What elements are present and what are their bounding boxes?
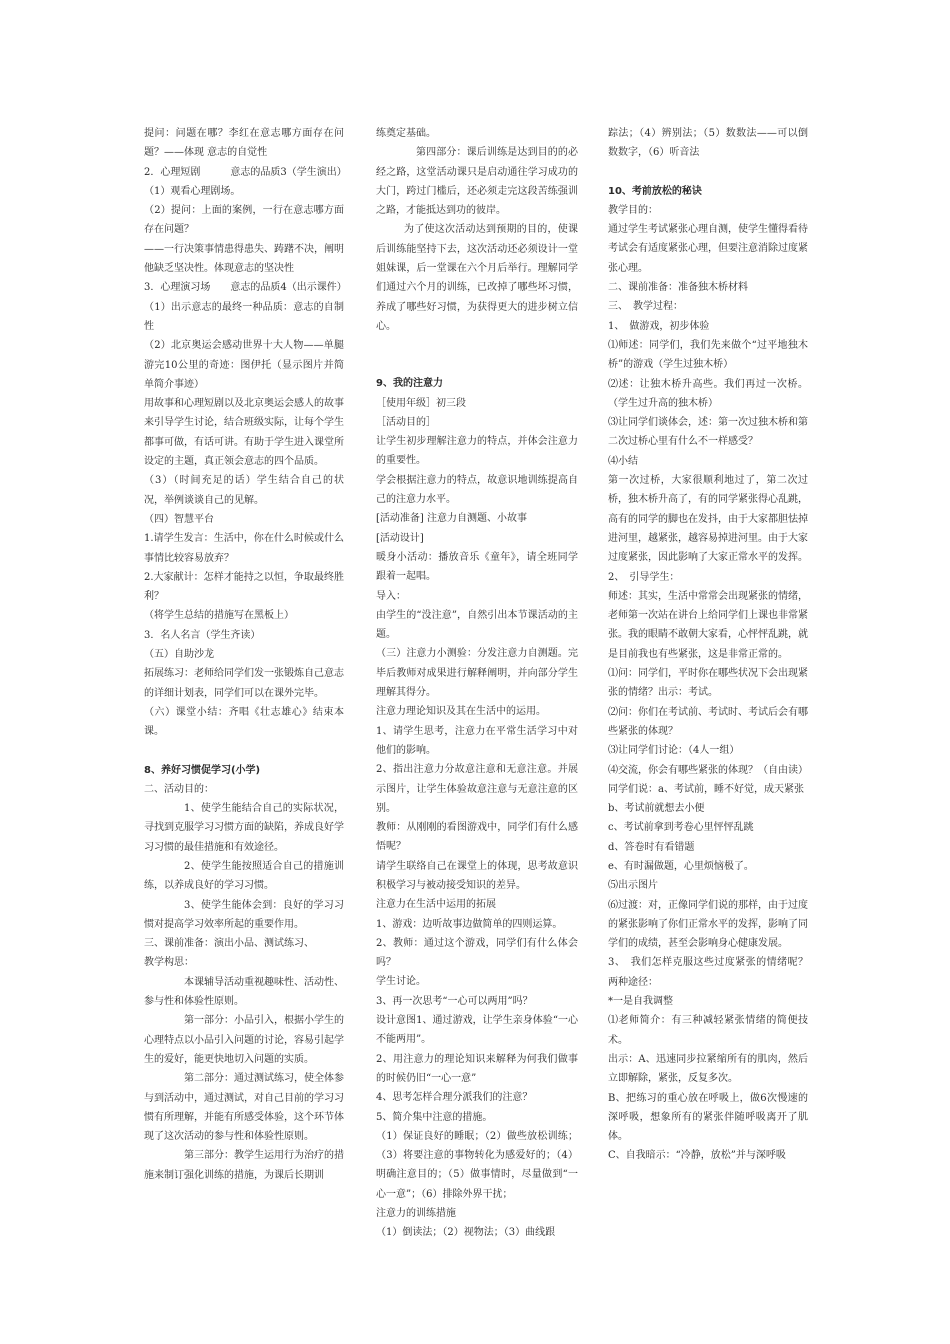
column-middle <box>376 124 578 1243</box>
paragraph: 设计意图1、通过游戏，让学生亲身体验“一心不能两用”。 <box>376 1015 578 1046</box>
paragraph: ⑸出示图片 <box>608 880 658 892</box>
paragraph: ［活动目的］ <box>376 416 436 428</box>
paragraph: 教学目的： <box>608 204 658 216</box>
paragraph: 1.请学生发言：生活中，你在什么时候或什么事情比较容易放弃？ <box>144 533 344 564</box>
paragraph: 第三部分：教学生运用行为治疗的措施来制订强化训练的措施，为课后长期训 <box>144 1150 344 1181</box>
paragraph: （3）（时间充足的话）学生结合自己的状况，举例谈谈自己的见解。 <box>144 475 344 506</box>
paragraph: （1）出示意志的最终一种品质：意志的自制性 <box>144 301 344 332</box>
paragraph: 通过学生考试紧张心理自测，使学生懂得看待考试会有适度紧张心理，但要注意消除过度紧张心理。 <box>608 224 808 274</box>
paragraph: 5、简介集中注意的措施。 <box>376 1111 493 1123</box>
paragraph: 注意力的训练措施 <box>376 1208 456 1220</box>
paragraph: 教师：从刚刚的看图游戏中，同学们有什么感悟呢？ <box>376 822 578 853</box>
column-right <box>608 124 808 1166</box>
section-heading-8: 8、养好习惯促学习(小学) <box>144 764 261 776</box>
paragraph: 出示：A、迅速同步拉紧缩所有的肌肉，然后立即解除，紧张，反复多次。 <box>608 1053 808 1085</box>
paragraph: *一是自我调整 <box>608 996 673 1008</box>
paragraph: （1）保证良好的睡眠；（2）做些放松训练；（3）将要注意的事物转化为感爱好的；（4）明确注意目的；（5）做事情时，尽量做到“一心一意”；（6）排除外界干扰； <box>376 1130 578 1200</box>
paragraph: 3．心理演习场 意志的品质4（出示课件） <box>144 282 347 294</box>
paragraph: 3．名人名言（学生齐读） <box>144 629 261 641</box>
paragraph: 师述：其实，生活中常常会出现紧张的情绪，老师第一次站在讲台上给同学们上课也非常紧张。我的眼睛不敢朝大家看，心怦怦乱跳，就是目前我也有些紧张，这是非常正常的。 <box>608 590 808 660</box>
paragraph: ⑹过渡：对，正像同学们说的那样，由于过度的紧张影响了你们正常水平的发挥，影响了同学们的成绩，甚至会影响身心健康发展。 <box>608 899 808 950</box>
section-heading-9: 9、我的注意力 <box>376 378 443 390</box>
paragraph: ⑴老师简介：有三种减轻紧张情绪的简便技术。 <box>608 1015 808 1046</box>
paragraph: ⑵述：让独木桥升高些。我们再过一次桥。（学生过升高的独木桥） <box>608 378 808 409</box>
paragraph: 二、课前准备：准备独木桥材料 <box>608 282 748 294</box>
paragraph: 练奠定基础。 <box>376 128 436 139</box>
paragraph: d、答卷时有看错题 <box>608 841 695 853</box>
paragraph: （将学生总结的措施写在黑板上） <box>144 610 294 622</box>
paragraph: 2、教师：通过这个游戏，同学们有什么体会吗？ <box>376 937 578 969</box>
paragraph: 3、再一次思考“一心可以两用”吗？ <box>376 995 533 1007</box>
paragraph: 2．心理短剧 意志的品质3（学生演出） <box>144 166 347 178</box>
paragraph: 第一部分：小品引入，根据小学生的心理特点以小品引入问题的讨论，容易引起学生的爱好，能更快地切入问题的实质。 <box>144 1015 344 1065</box>
paragraph: 3、 我们怎样克服这些过度紧张的情绪呢？两种途径： <box>608 957 808 988</box>
paragraph: ⑵问：你们在考试前、考试时、考试后会有哪些紧张的体现？ <box>608 706 808 737</box>
paragraph: 本课辅导活动重视趣味性、活动性、参与性和体验性原则。 <box>144 976 344 1008</box>
paragraph: （2）北京奥运会感动世界十大人物——单腿游完10公里的奇迹：图伊托（显示图片并简单简介事迹） <box>144 340 344 390</box>
section-heading-10: 10、考前放松的秘诀 <box>608 185 702 197</box>
paragraph: 三、课前准备：演出小品、测试练习、 <box>144 938 314 950</box>
paragraph: ——一行决策事情患得患失、踌躇不决，阐明他缺乏坚决性。体现意志的坚决性 <box>144 243 344 275</box>
paragraph: 2.大家献计：怎样才能持之以恒，争取最终胜利？ <box>144 571 344 603</box>
paragraph: ⑷小结 <box>608 455 638 467</box>
paragraph: （1）倒读法；（2）视物法；（3）曲线跟 <box>376 1227 556 1239</box>
paragraph: ［使用年级］初三段 <box>376 397 466 409</box>
paragraph: 2、用注意力的理论知识来解释为何我们做事的时候仍旧“一心一意” <box>376 1053 578 1084</box>
paragraph: B、把练习的重心放在呼吸上，做6次慢速的深呼吸，想象所有的紧张伴随呼吸离开了肌体。 <box>608 1092 808 1143</box>
paragraph: ⑶让同学们谈体会，述：第一次过独木桥和第二次过桥心里有什么不一样感受？ <box>608 417 808 448</box>
paragraph: 踪法；（4）辨别法；（5）数数法——可以倒数数字，（6）听音法 <box>608 128 808 159</box>
paragraph: （1）观看心理剧场。 <box>144 185 241 197</box>
paragraph: 二、活动目的： <box>144 783 214 795</box>
paragraph: 第一次过桥，大家很顺利地过了，第二次过桥，独木桥升高了，有的同学紧张得心乱跳，高有的同学的脚也在发抖，由于大家都胆怯掉进河里，越紧张，越容易掉进河里。由于大家过度紧张，因此影响了大家正常水平的发挥。 <box>608 475 808 564</box>
paragraph: （2）提问：上面的案例，一行在意志哪方面存在问题？ <box>144 205 344 236</box>
paragraph: （四）智慧平台 <box>144 513 214 525</box>
paragraph: ⑴问：同学们，平时你在哪些状况下会出现紧张的情绪？出示：考试。 <box>608 668 808 699</box>
paragraph: 为了使这次活动达到预期的目的，使课后训练能坚持下去，这次活动还必须设计一堂姐妹课，后一堂课在六个月后举行。理解同学们通过六个月的训练，已改掉了哪些坏习惯，养成了哪些好习惯，为获得更大的进步树立信心。 <box>376 224 578 332</box>
paragraph: （五）自助沙龙 <box>144 649 214 661</box>
spacer <box>376 355 578 374</box>
column-left <box>144 124 347 1185</box>
paragraph: 1、游戏：边听故事边做简单的四则运算。 <box>376 918 563 930</box>
paragraph: 让学生初步理解注意力的特点，并体会注意力的重要性。 <box>376 436 578 467</box>
paragraph: 第二部分：通过测试练习，使全体参与到活动中，通过测试，对自己目前的学习习惯有所理解，并能有所感受体验，这个环节体现了这次活动的参与性和体验性原则。 <box>144 1073 344 1143</box>
paragraph: 2、 引导学生： <box>608 571 680 583</box>
paragraph: 教学构思： <box>144 957 194 969</box>
paragraph: c、考试前拿到考卷心里怦怦乱跳 <box>608 822 754 834</box>
spacer <box>376 336 578 355</box>
paragraph: e、有时漏做题，心里烦恼极了。 <box>608 860 754 872</box>
paragraph: 2、指出注意力分故意注意和无意注意。并展示图片，让学生体验故意注意与无意注意的区别。 <box>376 764 578 814</box>
paragraph: 注意力在生活中运用的拓展 <box>376 899 496 911</box>
paragraph: 三、 教学过程： <box>608 301 683 313</box>
paragraph: ⑶让同学们讨论：（4人一组） <box>608 745 740 757</box>
paragraph: 第四部分：课后训练是达到目的的必经之路，这堂活动课只是启动通往学习成功的大门，跨过门槛后，还必须走完这段苦练强训之路，才能抵达到功的彼岸。 <box>376 147 578 217</box>
paragraph: （三）注意力小测验：分发注意力自测题。完毕后教师对成果进行解释阐明，并向部分学生理解其得分。 <box>376 648 578 699</box>
paragraph: 用故事和心理短剧以及北京奥运会感人的故事来引导学生讨论，结合班级实际，让每个学生都事可做，有话可讲。有助于学生进入课堂所设定的主题，真正领会意志的四个品质。 <box>144 398 344 468</box>
paragraph: 1、请学生思考，注意力在平常生活学习中对他们的影响。 <box>376 725 578 756</box>
paragraph: 4、思考怎样合理分派我们的注意？ <box>376 1092 533 1104</box>
paragraph: [活动设计] <box>376 532 424 544</box>
paragraph: 暖身小活动：播放音乐《童年》，请全班同学跟着一起唱。 <box>376 551 578 583</box>
paragraph: 导入： <box>376 590 406 602</box>
paragraph: 2、使学生能按照适合自己的措施训练，以养成良好的学习习惯。 <box>144 860 344 892</box>
paragraph: 请学生联络自己在课堂上的体现，思考故意识积极学习与被动接受知识的差异。 <box>376 860 578 891</box>
paragraph: C、自我暗示：“冷静，放松”并与深呼吸 <box>608 1150 786 1162</box>
paragraph: 3、使学生能体会到：良好的学习习惯对提高学习效率所起的重要作用。 <box>144 899 344 930</box>
paragraph: 由学生的“没注意”，自然引出本节课活动的主题。 <box>376 609 578 641</box>
paragraph: 1、 做游戏，初步体验 <box>608 320 710 332</box>
paragraph: 注意力理论知识及其在生活中的运用。 <box>376 706 546 718</box>
paragraph: 学生讨论。 <box>376 976 426 988</box>
paragraph: ⑴师述：同学们，我们先来做个“过平地独木桥”的游戏（学生过独木桥） <box>608 339 808 371</box>
spacer <box>608 163 808 182</box>
paragraph: 学会根据注意力的特点，故意识地训练提高自己的注意力水平。 <box>376 474 578 506</box>
paragraph: 1、使学生能结合自己的实际状况，寻找到克服学习习惯方面的缺陷，养成良好学习习惯的最佳措施和有效途径。 <box>144 803 344 853</box>
paragraph: 拓展练习：老师给同学们发一张锻炼自己意志的详细计划表，同学们可以在课外完毕。 <box>144 668 344 699</box>
paragraph: [活动准备] 注意力自测题、小故事 <box>376 513 527 525</box>
paragraph: 提问：问题在哪？李红在意志哪方面存在问题？——体现 意志的自觉性 <box>144 128 344 159</box>
paragraph: （六）课堂小结：齐唱《壮志雄心》结束本课。 <box>144 706 344 738</box>
paragraph: ⑷交流，你会有哪些紧张的体现？（自由读） <box>608 764 808 776</box>
paragraph: b、考试前就想去小便 <box>608 803 705 815</box>
paragraph: 同学们说：a、考试前，睡不好觉，成天紧张 <box>608 783 804 795</box>
spacer <box>144 742 344 761</box>
